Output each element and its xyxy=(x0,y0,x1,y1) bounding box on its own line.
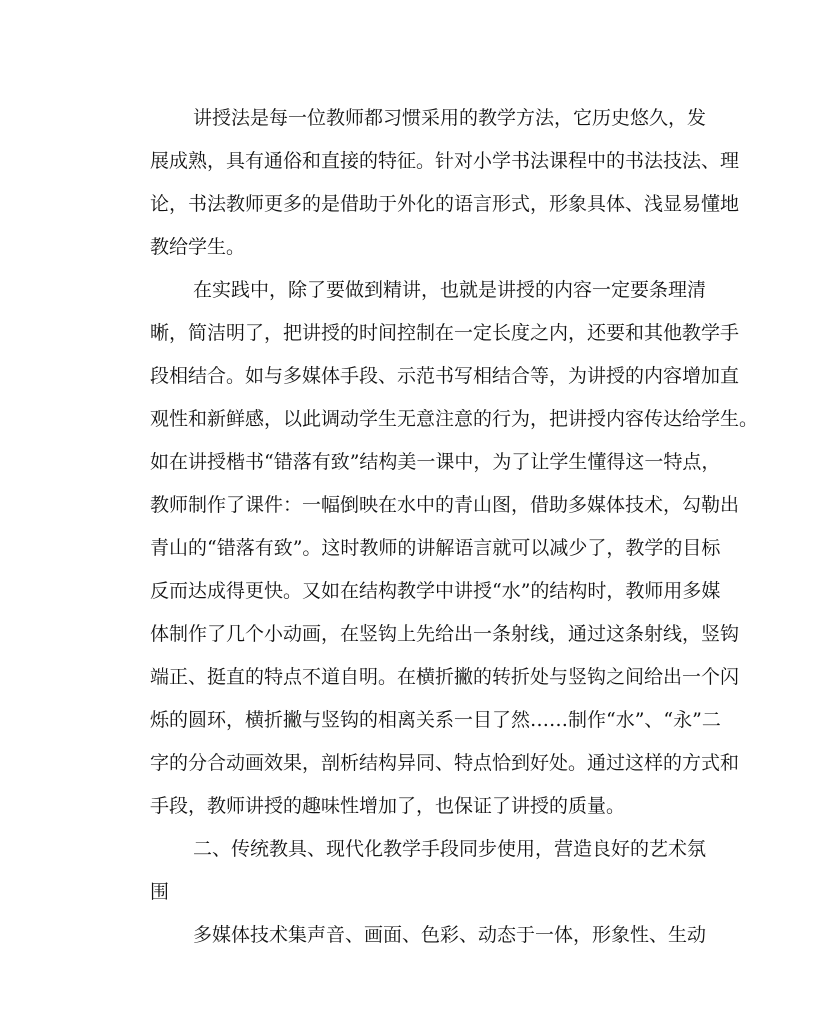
text-line: 反而达成得更快。又如在结构教学中讲授“水”的结构时，教师用多媒 xyxy=(150,580,721,602)
text-line: 青山的“错落有致”。这时教师的讲解语言就可以减少了，教学的目标 xyxy=(150,537,721,559)
text-line: 字的分合动画效果，剖析结构异同、特点恰到好处。通过这样的方式和 xyxy=(150,752,740,774)
text-line: 讲授法是每一位教师都习惯采用的教学方法，它历史悠久，发 xyxy=(193,107,707,129)
text-line: 体制作了几个小动画，在竖钩上先给出一条射线，通过这条射线，竖钩 xyxy=(150,623,740,645)
text-line: 观性和新鲜感，以此调动学生无意注意的行为，把讲授内容传达给学生。 xyxy=(150,408,759,430)
text-line: 如在讲授楷书“错落有致”结构美一课中，为了让学生懂得这一特点， xyxy=(150,451,721,473)
text-line: 论，书法教师更多的是借助于外化的语言形式，形象具体、浅显易懂地 xyxy=(150,193,740,215)
text-line: 晰，简洁明了，把讲授的时间控制在一定长度之内，还要和其他教学手 xyxy=(150,322,740,344)
text-line: 段相结合。如与多媒体手段、示范书写相结合等，为讲授的内容增加直 xyxy=(150,365,740,387)
text-line: 手段，教师讲授的趣味性增加了，也保证了讲授的质量。 xyxy=(150,795,626,817)
text-line: 多媒体技术集声音、画面、色彩、动态于一体，形象性、生动 xyxy=(193,924,707,946)
section-heading-line: 二、传统教具、现代化教学手段同步使用，营造良好的艺术氛 xyxy=(193,838,707,860)
text-line: 烁的圆环，横折撇与竖钩的相离关系一目了然……制作“水”、“永”二 xyxy=(150,709,721,731)
text-line: 端正、挺直的特点不道自明。在横折撇的转折处与竖钩之间给出一个闪 xyxy=(150,666,740,688)
text-line: 展成熟，具有通俗和直接的特征。针对小学书法课程中的书法技法、理 xyxy=(150,150,740,172)
text-line: 在实践中，除了要做到精讲，也就是讲授的内容一定要条理清 xyxy=(193,279,707,301)
section-heading-line: 围 xyxy=(150,881,170,903)
text-line: 教给学生。 xyxy=(150,236,246,258)
text-line: 教师制作了课件：一幅倒映在水中的青山图，借助多媒体技术，勾勒出 xyxy=(150,494,740,516)
